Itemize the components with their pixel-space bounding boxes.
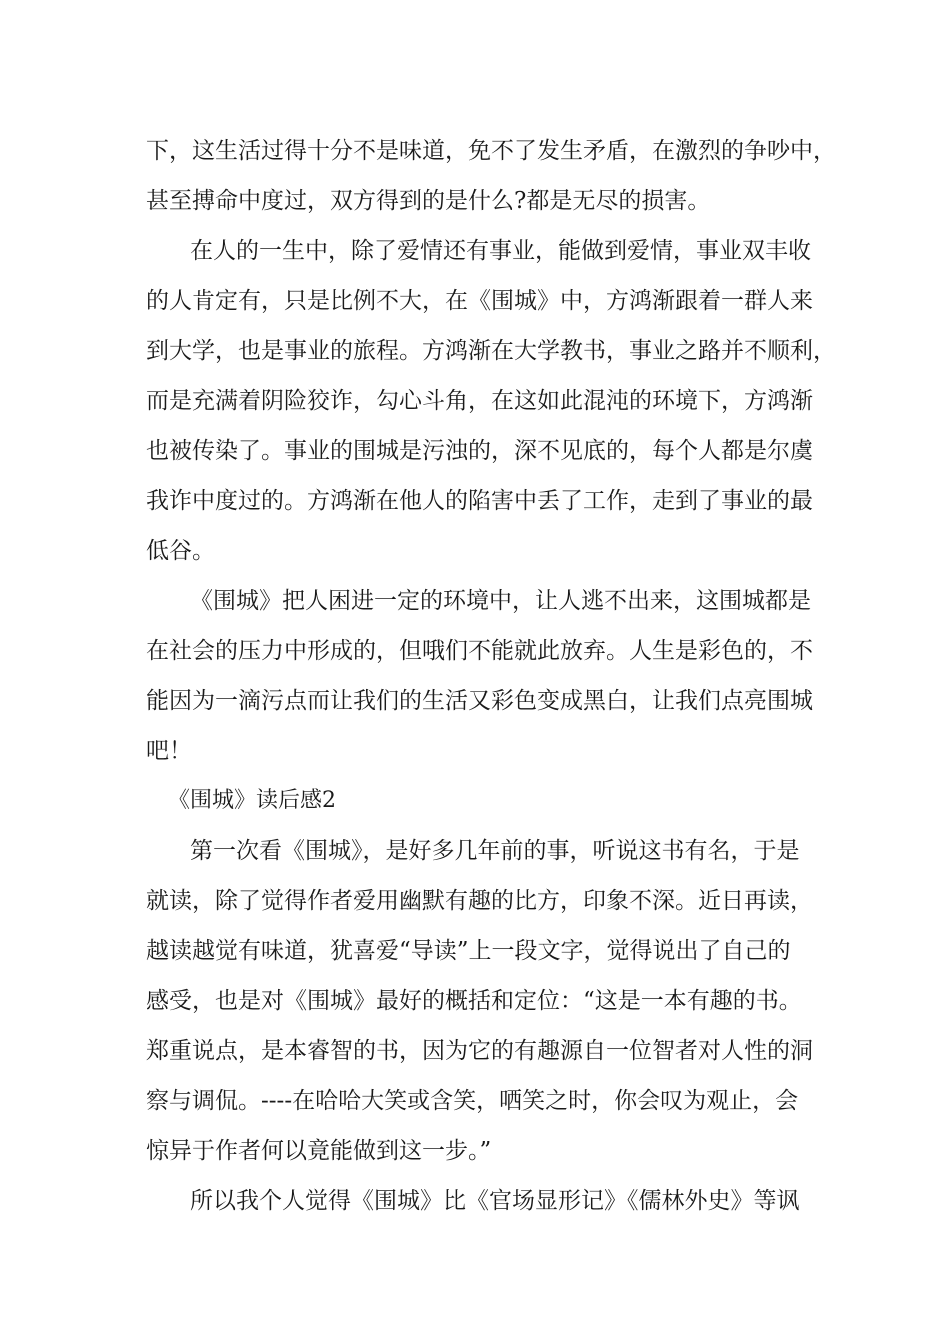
paragraph-line: 就读，除了觉得作者爱用幽默有趣的比方，印象不深。近日再读， [146,888,813,914]
paragraph-line: 郑重说点，是本睿智的书，因为它的有趣源自一位智者对人性的洞 [146,1038,813,1064]
paragraph-first-line: 在人的一生中，除了爱情还有事业，能做到爱情，事业双丰收 [190,238,811,264]
paragraph-line: 甚至搏命中度过，双方得到的是什么?都是无尽的损害。 [146,188,711,214]
paragraph-first-line: 《围城》把人困进一定的环境中，让人逃不出来，这围城都是 [190,588,811,614]
paragraph-line: 感受，也是对《围城》最好的概括和定位：“这是一本有趣的书。 [146,988,802,1014]
paragraph-line: 吧！ [146,738,192,764]
paragraph-first-line: 第一次看《围城》，是好多几年前的事，听说这书有名，于是 [190,838,800,864]
paragraph-line: 也被传染了。事业的围城是污浊的，深不见底的，每个人都是尔虞 [146,438,813,464]
paragraph-line: 低谷。 [146,538,215,564]
paragraph-line: 能因为一滴污点而让我们的生活又彩色变成黑白，让我们点亮围城 [146,688,813,714]
paragraph-line: 到大学，也是事业的旅程。方鸿渐在大学教书，事业之路并不顺利， [146,338,836,364]
paragraph-line: 在社会的压力中形成的，但哦们不能就此放弃。人生是彩色的，不 [146,638,813,664]
paragraph-line: 越读越觉有味道，犹喜爱“导读”上一段文字，觉得说出了自己的 [146,938,791,964]
section-heading: 《围城》读后感2 [168,788,336,813]
paragraph-line: 的人肯定有，只是比例不大，在《围城》中，方鸿渐跟着一群人来 [146,288,813,314]
paragraph-line: 惊异于作者何以竟能做到这一步。” [146,1138,492,1164]
paragraph-line: 我诈中度过的。方鸿渐在他人的陷害中丢了工作，走到了事业的最 [146,488,813,514]
paragraph-line: 察与调侃。----在哈哈大笑或含笑，哂笑之时，你会叹为观止，会 [146,1088,799,1114]
paragraph-line: 而是充满着阴险狡诈，勾心斗角，在这如此混沌的环境下，方鸿渐 [146,388,813,414]
paragraph-first-line: 所以我个人觉得《围城》比《官场显形记》《儒林外史》等讽 [190,1188,800,1214]
paragraph-line: 下，这生活过得十分不是味道，免不了发生矛盾，在激烈的争吵中， [146,138,836,164]
